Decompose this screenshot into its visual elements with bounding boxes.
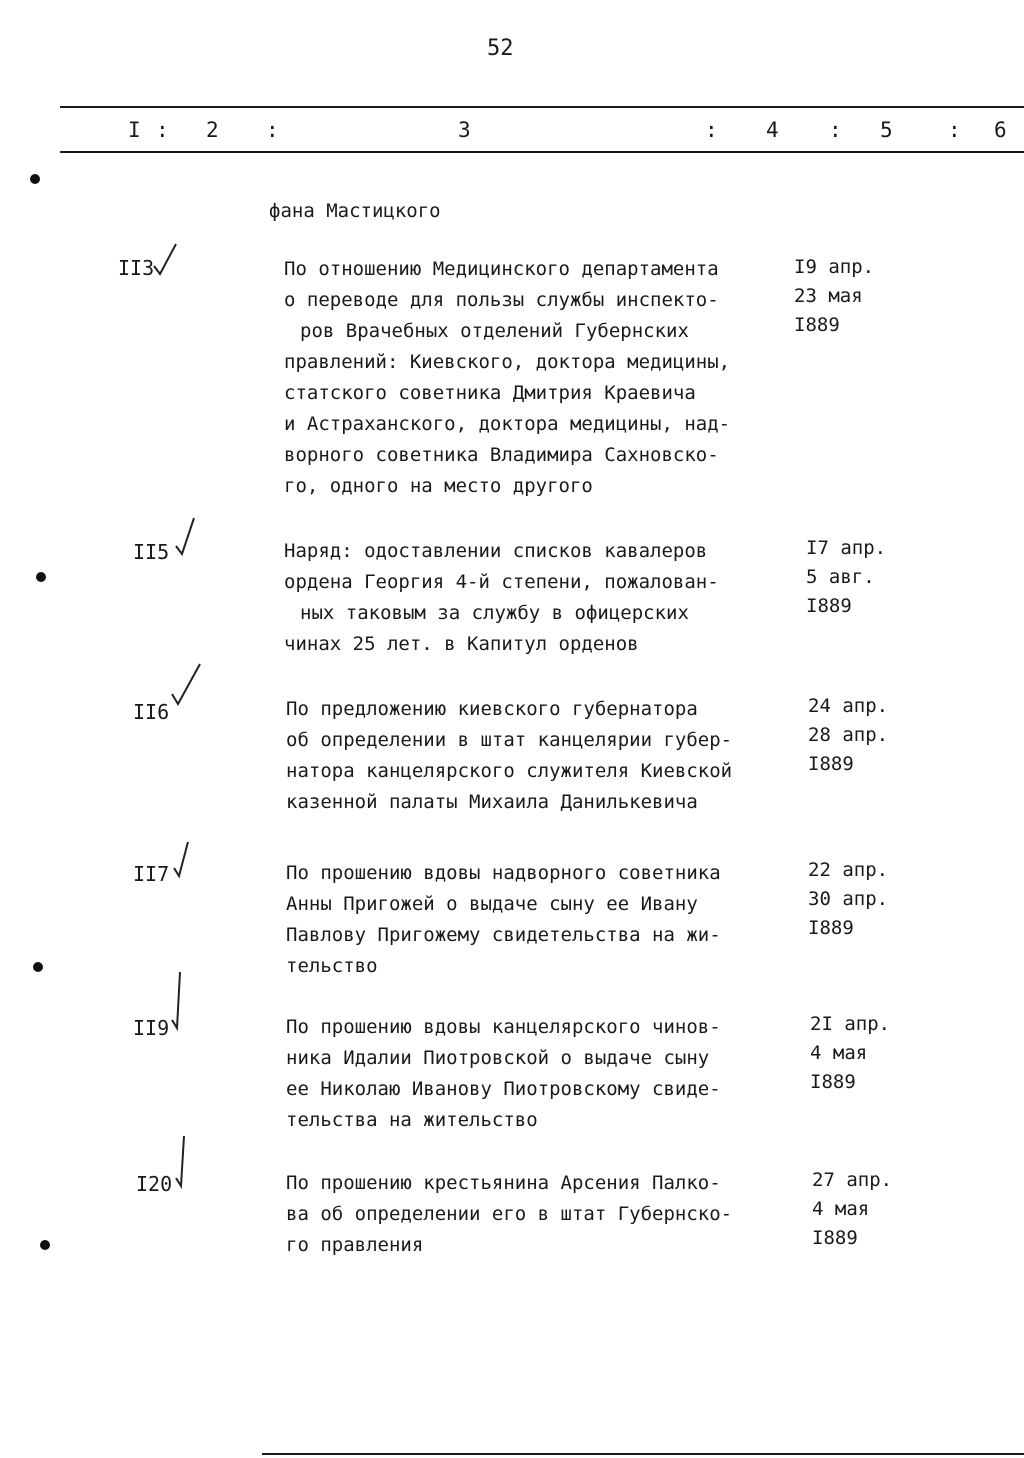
binding-hole — [30, 174, 40, 184]
date-start: I7 апр. — [806, 537, 887, 559]
column-separator: : — [948, 118, 961, 142]
text-line: ее Николаю Иванову Пиотровскому свиде- — [286, 1078, 721, 1100]
entry-description — [286, 1168, 732, 1261]
entry-description — [284, 536, 719, 660]
text-line: и Астраханского, доктора медицины, над- — [284, 413, 731, 435]
text-line: о переводе для пользы службы инспекто- — [284, 289, 719, 311]
text-line: натора канцелярского служителя Киевской — [286, 760, 733, 782]
column-header-4: 4 — [766, 118, 779, 142]
text-line: статского советника Дмитрия Краевича — [284, 382, 696, 404]
entry-dates — [806, 534, 886, 621]
date-end: 30 апр. — [808, 888, 889, 910]
entry-number: II9 — [133, 1016, 170, 1040]
entry-number: II6 — [133, 700, 170, 724]
text-line: ва об определении его в штат Губернско- — [286, 1203, 733, 1225]
check-mark-icon — [166, 662, 206, 708]
column-separator: : — [705, 118, 718, 142]
text-line: По отношению Медицинского департамента — [284, 258, 719, 280]
date-end: 23 мая — [794, 285, 863, 307]
date-start: 2I апр. — [810, 1013, 891, 1035]
entry-dates — [794, 253, 874, 340]
date-end: 4 мая — [810, 1042, 868, 1064]
entry-number: I20 — [136, 1172, 173, 1196]
page-number: 52 — [487, 36, 514, 61]
text-line: По прошению вдовы канцелярского чинов- — [286, 1016, 721, 1038]
date-end: 5 авг. — [806, 566, 875, 588]
column-header-6: 6 — [994, 118, 1007, 142]
entry-description — [286, 1012, 721, 1136]
text-line: По прошению крестьянина Арсения Палко- — [286, 1172, 721, 1194]
text-line: го правления — [286, 1234, 424, 1256]
continuation-text: фана Мастицкого — [269, 200, 441, 222]
date-start: 22 апр. — [808, 859, 889, 881]
check-mark-icon — [168, 970, 194, 1032]
date-start: 27 апр. — [812, 1169, 893, 1191]
text-line: Наряд: одоставлении списков кавалеров — [284, 540, 708, 562]
text-line: ордена Георгия 4-й степени, пожалован- — [284, 571, 719, 593]
check-mark-icon — [172, 1134, 198, 1190]
text-line: го, одного на место другого — [284, 475, 593, 497]
entry-number: II5 — [133, 540, 170, 564]
column-header-2: 2 — [206, 118, 219, 142]
entry-description — [286, 858, 721, 982]
entry-description — [286, 694, 732, 818]
column-header-1: I — [128, 118, 141, 142]
binding-hole — [33, 962, 43, 972]
text-line: правлений: Киевского, доктора медицины, — [284, 351, 731, 373]
date-year: I889 — [808, 917, 854, 939]
text-line: ных таковым за службу в офицерских — [300, 602, 689, 624]
text-line: об определении в штат канцелярии губер- — [286, 729, 733, 751]
header-top-rule — [60, 106, 1024, 108]
entry-number: II3 — [118, 256, 155, 280]
check-mark-icon — [172, 516, 202, 560]
text-line: ворного советника Владимира Сахновско- — [284, 444, 719, 466]
date-start: 24 апр. — [808, 695, 889, 717]
entry-dates — [812, 1166, 892, 1253]
date-year: I889 — [808, 753, 854, 775]
column-separator: : — [266, 118, 279, 142]
header-bottom-rule — [60, 151, 1024, 153]
entry-dates — [808, 692, 888, 779]
entry-description — [284, 254, 730, 502]
text-line: тельства на жительство — [286, 1109, 538, 1131]
column-separator: : — [829, 118, 842, 142]
text-line: тельство — [286, 955, 378, 977]
column-header-5: 5 — [880, 118, 893, 142]
text-line: чинах 25 лет. в Капитул орденов — [284, 633, 639, 655]
text-line: Анны Пригожей о выдаче сыну ее Ивану — [286, 893, 698, 915]
entry-dates — [808, 856, 888, 943]
date-year: I889 — [810, 1071, 856, 1093]
binding-hole — [36, 572, 46, 582]
date-year: I889 — [806, 595, 852, 617]
entry-number: II7 — [133, 862, 170, 886]
date-end: 4 мая — [812, 1198, 870, 1220]
text-line: ника Идалии Пиотровской о выдаче сыну — [286, 1047, 710, 1069]
date-year: I889 — [812, 1227, 858, 1249]
binding-hole — [40, 1240, 50, 1250]
date-year: I889 — [794, 314, 840, 336]
text-line: По прошению вдовы надворного советника — [286, 862, 721, 884]
date-start: I9 апр. — [794, 256, 875, 278]
entry-dates — [810, 1010, 890, 1097]
text-line: По предложению киевского губернатора — [286, 698, 698, 720]
bottom-rule — [262, 1453, 1024, 1455]
text-line: Павлову Пригожему свидетельства на жи- — [286, 924, 721, 946]
column-header-3: 3 — [458, 118, 471, 142]
check-mark-icon — [150, 240, 180, 280]
check-mark-icon — [170, 840, 196, 880]
column-separator: : — [156, 118, 169, 142]
text-line: казенной палаты Михаила Данилькевича — [286, 791, 698, 813]
text-line: ров Врачебных отделений Губернских — [300, 320, 689, 342]
date-end: 28 апр. — [808, 724, 889, 746]
